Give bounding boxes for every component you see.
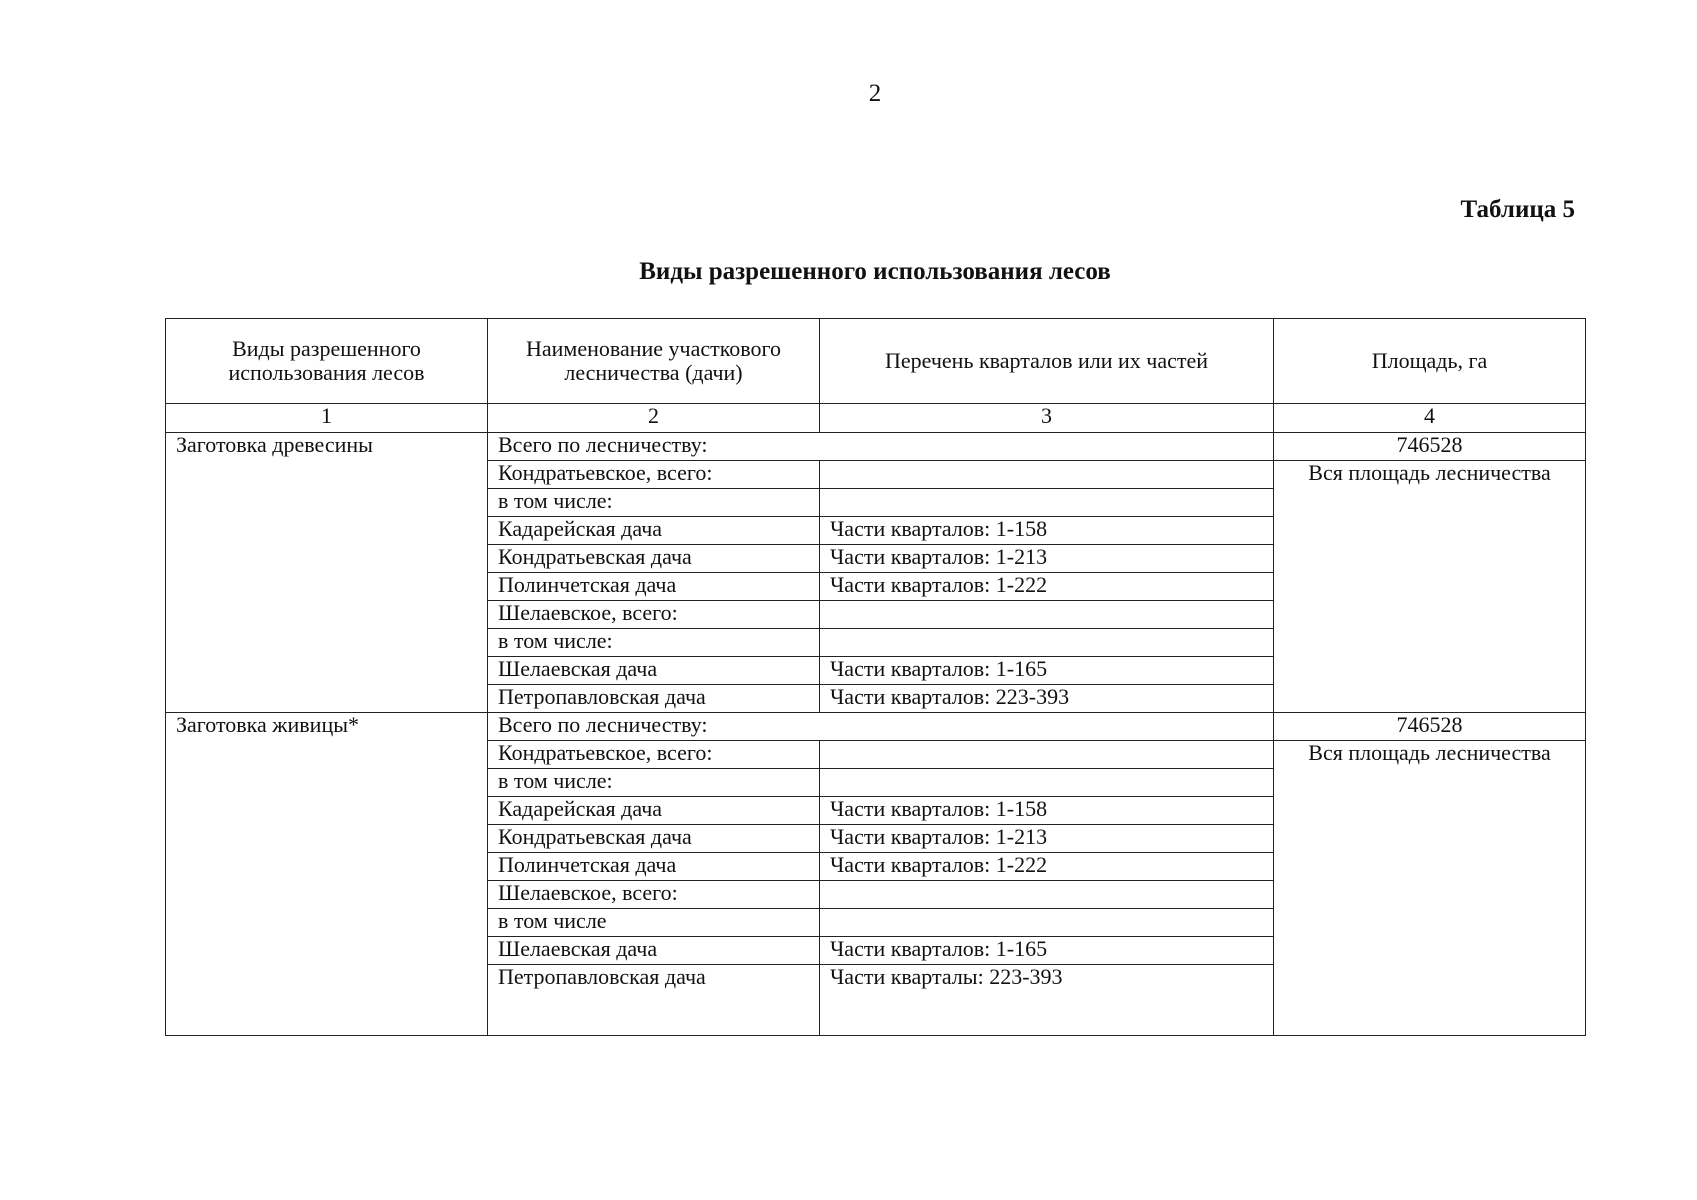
quarters-cell: Части кварталов: 1-165 — [820, 657, 1274, 685]
column-number-row — [166, 404, 1586, 433]
total-label-cell: Всего по лесничеству: — [488, 713, 1274, 741]
quarters-cell — [820, 881, 1274, 909]
use-kind-cell: Заготовка живицы* — [166, 713, 488, 1036]
forestry-name-cell: Шелаевская дача — [488, 937, 820, 965]
forestry-name-cell: Петропавловская дача — [488, 685, 820, 713]
forestry-name-cell: в том числе: — [488, 489, 820, 517]
forestry-name-cell: Полинчетская дача — [488, 853, 820, 881]
column-number: 3 — [820, 404, 1274, 433]
quarters-cell: Части кварталов: 1-165 — [820, 937, 1274, 965]
quarters-cell: Части кварталов: 1-158 — [820, 797, 1274, 825]
use-kind-cell: Заготовка древесины — [166, 433, 488, 713]
forestry-name-cell: Шелаевское, всего: — [488, 881, 820, 909]
page-number: 2 — [868, 80, 882, 107]
quarters-cell: Части кварталов: 1-213 — [820, 825, 1274, 853]
quarters-cell: Части кварталы: 223-393 — [820, 965, 1274, 1036]
table-row — [166, 713, 1586, 741]
quarters-cell — [820, 769, 1274, 797]
forestry-name-cell: Кондратьевская дача — [488, 825, 820, 853]
forestry-name-cell: Кондратьевская дача — [488, 545, 820, 573]
quarters-cell — [820, 461, 1274, 489]
header-row — [166, 319, 1586, 404]
total-area-cell: 746528 — [1274, 713, 1586, 741]
quarters-cell: Части кварталов: 1-213 — [820, 545, 1274, 573]
quarters-cell — [820, 629, 1274, 657]
header-cell-forestry: Наименование участкового лесничества (дачи) — [488, 319, 820, 404]
forestry-name-cell: Кондратьевское, всего: — [488, 741, 820, 769]
header-cell-kind: Виды разрешенного использования лесов — [166, 319, 488, 404]
header-cell-area: Площадь, га — [1274, 319, 1586, 404]
area-note-cell: Вся площадь лесничества — [1274, 741, 1586, 1036]
quarters-cell — [820, 909, 1274, 937]
forestry-name-cell: Кондратьевское, всего: — [488, 461, 820, 489]
forestry-name-cell: Шелаевская дача — [488, 657, 820, 685]
column-number: 4 — [1274, 404, 1586, 433]
forestry-name-cell: в том числе: — [488, 769, 820, 797]
quarters-cell: Части кварталов: 223-393 — [820, 685, 1274, 713]
forestry-name-cell: в том числе: — [488, 629, 820, 657]
quarters-cell: Части кварталов: 1-222 — [820, 573, 1274, 601]
forestry-name-cell: Петропавловская дача — [488, 965, 820, 1036]
quarters-cell — [820, 741, 1274, 769]
document-title: Виды разрешенного использования лесов — [639, 258, 1111, 285]
column-number: 2 — [488, 404, 820, 433]
total-label-cell: Всего по лесничеству: — [488, 433, 1274, 461]
column-number: 1 — [166, 404, 488, 433]
forestry-name-cell: Шелаевское, всего: — [488, 601, 820, 629]
quarters-cell — [820, 601, 1274, 629]
header-cell-quarters: Перечень кварталов или их частей — [820, 319, 1274, 404]
total-area-cell: 746528 — [1274, 433, 1586, 461]
table-row — [166, 433, 1586, 461]
quarters-cell: Части кварталов: 1-158 — [820, 517, 1274, 545]
forestry-name-cell: Полинчетская дача — [488, 573, 820, 601]
forestry-name-cell: Кадарейская дача — [488, 797, 820, 825]
forestry-name-cell: в том числе — [488, 909, 820, 937]
quarters-cell: Части кварталов: 1-222 — [820, 853, 1274, 881]
forestry-name-cell: Кадарейская дача — [488, 517, 820, 545]
forest-use-table — [165, 318, 1586, 1036]
quarters-cell — [820, 489, 1274, 517]
area-note-cell: Вся площадь лесничества — [1274, 461, 1586, 713]
table-label: Таблица 5 — [1460, 196, 1575, 223]
